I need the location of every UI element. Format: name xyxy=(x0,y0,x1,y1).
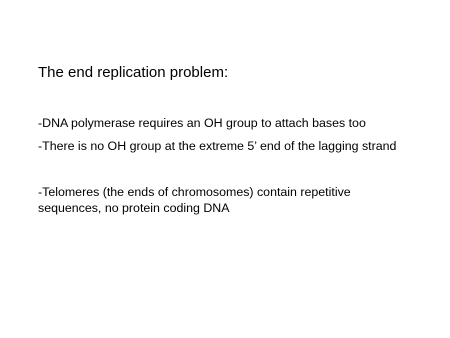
bullet-no-oh-group: -There is no OH group at the extreme 5’ end of the lagging strand xyxy=(38,139,397,153)
bullet-telomeres: -Telomeres (the ends of chromosomes) contain repetitive xyxy=(38,185,351,199)
bullet-telomeres-continued: sequences, no protein coding DNA xyxy=(38,201,230,215)
bullet-dna-polymerase: -DNA polymerase requires an OH group to attach bases too xyxy=(38,116,366,130)
slide-title: The end replication problem: xyxy=(38,64,229,81)
